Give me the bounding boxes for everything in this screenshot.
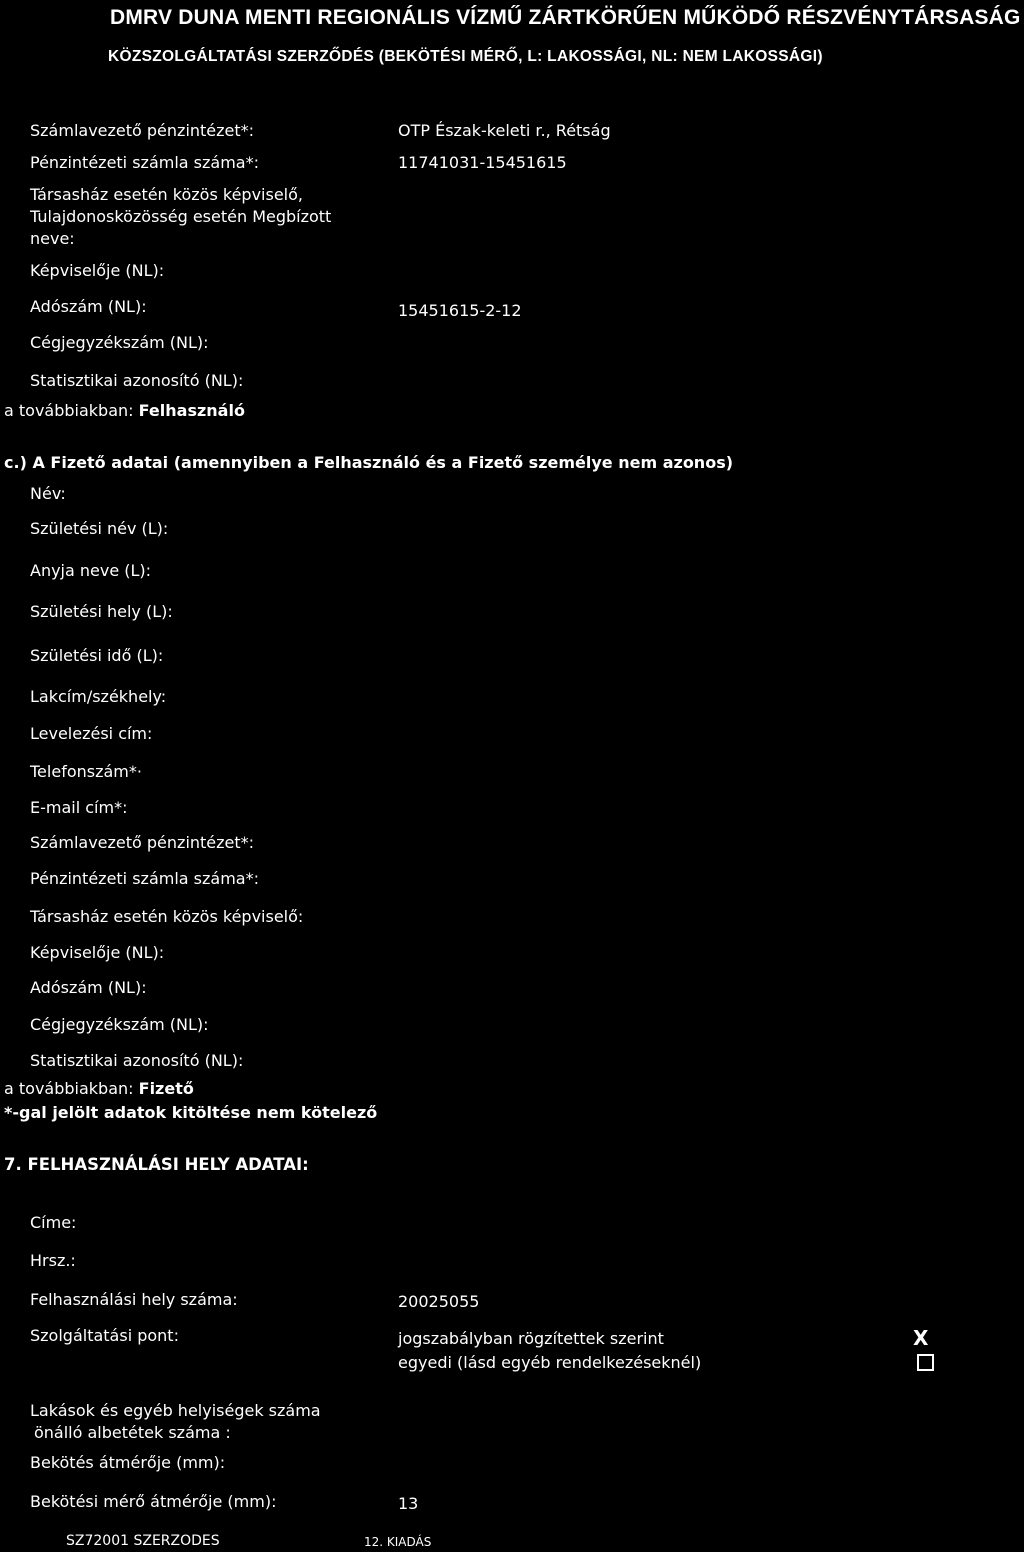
- designation-user: Felhasználó: [138, 401, 245, 420]
- designation-payer: Fizető: [138, 1079, 194, 1098]
- payer-birth-date-label: Születési idő (L):: [30, 646, 164, 665]
- payer-designation-prefix: a továbbiakban:: [4, 1079, 139, 1098]
- representative-label-line-1: Társasház esetén közös képviselő,: [30, 185, 303, 204]
- service-option-custom: egyedi (lásd egyéb rendelkezéseknél): [398, 1353, 702, 1372]
- designation-prefix: a továbbiakban:: [4, 401, 139, 420]
- custom-checkbox[interactable]: [917, 1354, 934, 1371]
- payer-mother-name-label: Anyja neve (L):: [30, 561, 152, 580]
- edition: 12. KIADÁS: [364, 1535, 432, 1549]
- payer-name-label: Név:: [30, 484, 66, 503]
- payer-representative-label: Társasház esetén közös képviselő:: [30, 907, 304, 926]
- document-subtitle: KÖZSZOLGÁLTATÁSI SZERZŐDÉS (BEKÖTÉSI MÉRŐ, L: LAKOSSÁGI, NL: NEM LAKOSSÁGI): [108, 48, 823, 65]
- connection-diameter-label: Bekötés átmérője (mm):: [30, 1453, 226, 1472]
- company-name: DMRV DUNA MENTI REGIONÁLIS VÍZMŰ ZÁRTKÖRŰEN MŰKÖDŐ RÉSZVÉNYTÁRSASÁG: [110, 6, 1021, 29]
- place-number-label: Felhasználási hely száma:: [30, 1290, 238, 1309]
- statistical-id-label: Statisztikai azonosító (NL):: [30, 371, 244, 390]
- company-registry-label: Cégjegyzékszám (NL):: [30, 333, 209, 352]
- account-number-label: Pénzintézeti számla száma*:: [30, 153, 259, 172]
- service-point-label: Szolgáltatási pont:: [30, 1326, 179, 1345]
- payer-email-label: E-mail cím*:: [30, 798, 128, 817]
- apartments-count-label: Lakások és egyéb helyiségek száma: [30, 1401, 321, 1420]
- bank-value: OTP Észak-keleti r., Rétság: [398, 121, 611, 140]
- place-hrsz-label: Hrsz.:: [30, 1251, 76, 1270]
- payer-agent-label: Képviselője (NL):: [30, 943, 165, 962]
- representative-label-line-2: Tulajdonosközösség esetén Megbízott: [30, 207, 332, 226]
- document-code: SZ72001 SZERZODES: [66, 1533, 220, 1549]
- bank-label: Számlavezető pénzintézet*:: [30, 121, 255, 140]
- payer-statistical-id-label: Statisztikai azonosító (NL):: [30, 1051, 244, 1070]
- place-section-title: 7. FELHASZNÁLÁSI HELY ADATAI:: [4, 1155, 309, 1174]
- payer-phone-label: Telefonszám*·: [30, 762, 142, 781]
- payer-mailing-address-label: Levelezési cím:: [30, 724, 153, 743]
- payer-account-number-label: Pénzintézeti számla száma*:: [30, 869, 259, 888]
- payer-section-title: c.) A Fizető adatai (amennyiben a Felhasználó és a Fizető személye nem azonos): [4, 453, 734, 472]
- service-option-statutory: jogszabályban rögzítettek szerint: [398, 1329, 664, 1348]
- optional-fields-note: *-gal jelölt adatok kitöltése nem kötelező: [4, 1103, 378, 1122]
- payer-birth-place-label: Születési hely (L):: [30, 602, 173, 621]
- payer-tax-number-label: Adószám (NL):: [30, 978, 147, 997]
- payer-designation: [4, 1078, 194, 1100]
- user-designation: [4, 400, 245, 422]
- payer-address-label: Lakcím/székhely:: [30, 687, 167, 706]
- meter-diameter-value: 13: [398, 1494, 419, 1513]
- place-number-value: 20025055: [398, 1292, 480, 1311]
- payer-company-registry-label: Cégjegyzékszám (NL):: [30, 1015, 209, 1034]
- meter-diameter-label: Bekötési mérő átmérője (mm):: [30, 1492, 277, 1511]
- place-address-label: Címe:: [30, 1213, 77, 1232]
- payer-birth-name-label: Születési név (L):: [30, 519, 169, 538]
- payer-bank-label: Számlavezető pénzintézet*:: [30, 833, 255, 852]
- agent-label: Képviselője (NL):: [30, 261, 165, 280]
- tax-number-value: 15451615-2-12: [398, 301, 522, 320]
- account-number-value: 11741031-15451615: [398, 153, 567, 172]
- tax-number-label: Adószám (NL):: [30, 297, 147, 316]
- representative-label-line-3: neve:: [30, 229, 75, 248]
- statutory-checkbox-mark[interactable]: X: [913, 1326, 929, 1350]
- sub-units-count-label: önálló albetétek száma :: [34, 1423, 231, 1442]
